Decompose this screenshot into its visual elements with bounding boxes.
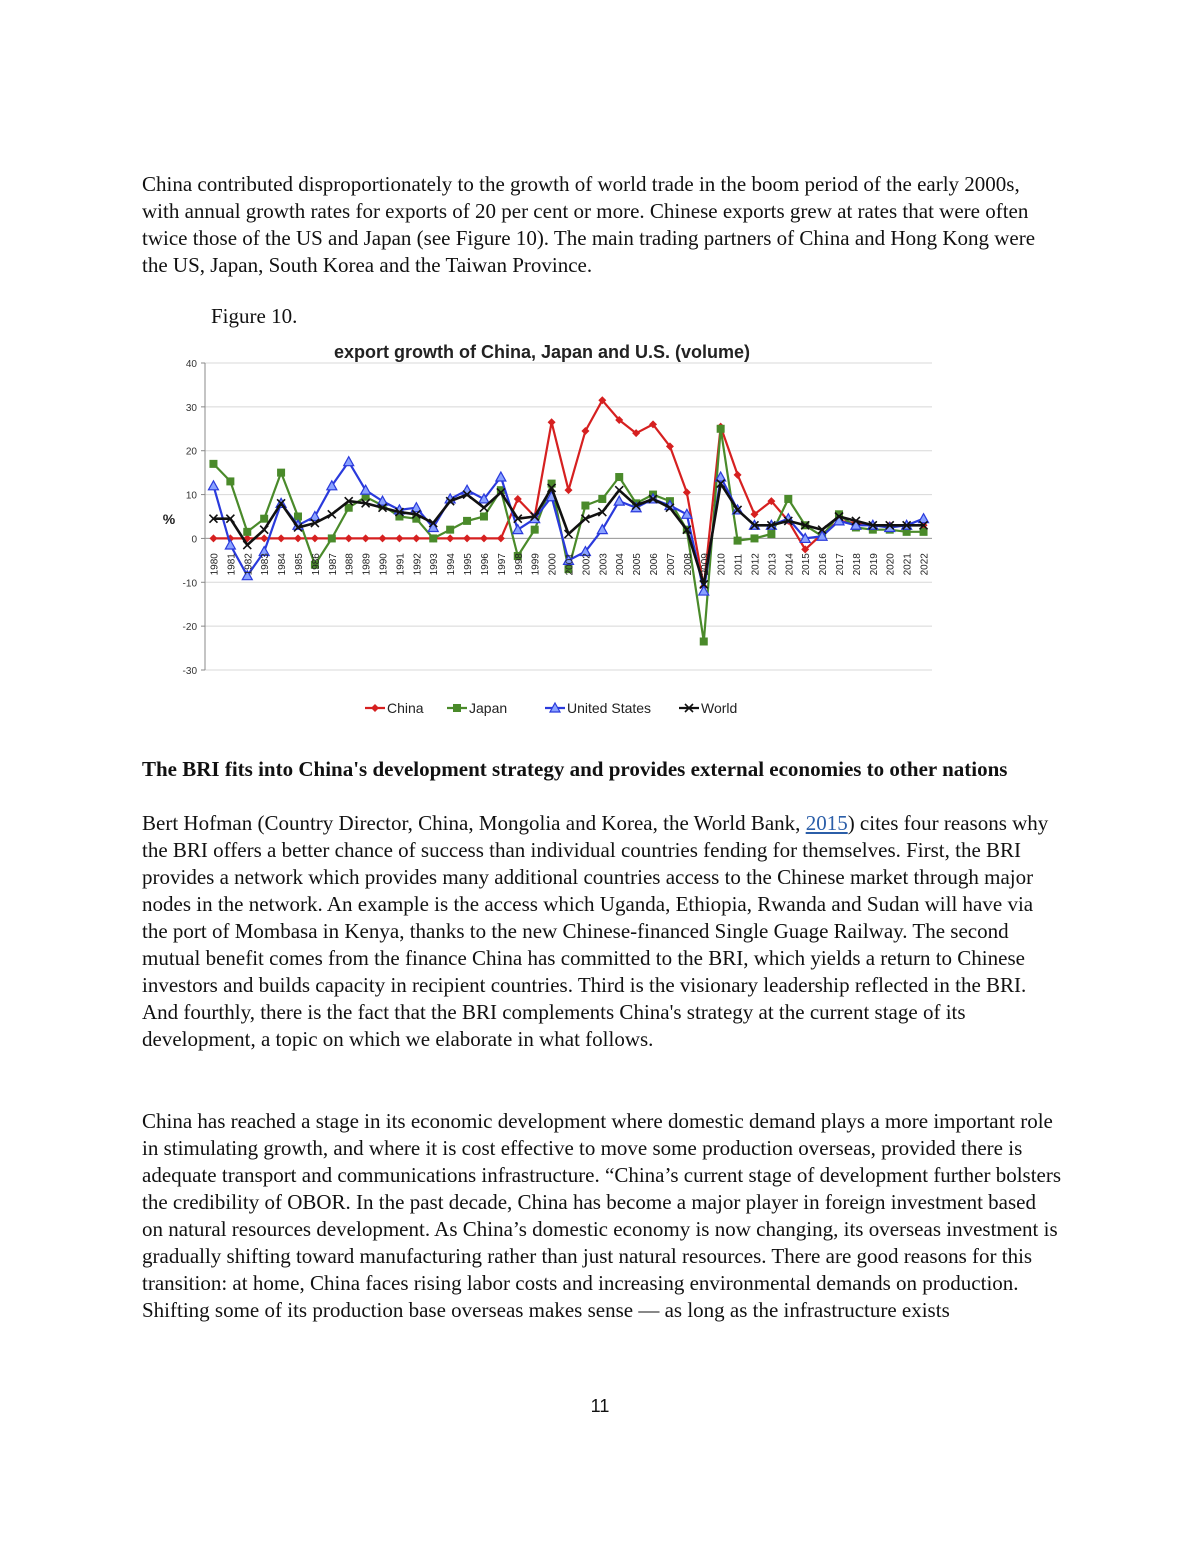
japan-point [784,495,792,503]
y-tick-label: 0 [191,534,197,546]
japan-point [531,526,539,534]
japan-point [328,534,336,542]
x-tick-label: 1988 [344,553,356,576]
japan-point [209,460,217,468]
x-tick-label: 2003 [598,553,610,576]
japan-point [260,515,268,523]
china-point [734,471,742,479]
x-tick-label: 1995 [463,553,475,576]
legend-label-world: World [701,700,738,716]
y-tick-label: 40 [185,359,197,370]
chart-legend [365,700,737,716]
united-states-point [513,525,523,534]
japan-point [480,513,488,521]
gridlines [201,363,932,670]
x-tick-label: 1992 [412,553,424,576]
legend-china-point [371,704,379,712]
x-tick-label: 2022 [919,553,931,576]
x-tick-label: 2005 [632,553,644,576]
x-tick-label: 1986 [310,553,322,576]
x-tick-label: 1999 [530,553,542,576]
x-tick-label: 1990 [378,553,390,576]
x-tick-label: 2002 [581,553,593,576]
china-point [379,534,387,542]
japan-point [243,528,251,536]
japan-point [548,480,556,488]
intro-paragraph: China contributed disproportionately to the growth of world trade in the boom period of the early 2000s, with annual growth rates for exports of 20 per cent or more. Chinese exports grew at rates that were often twice those of the US and Japan (see Figure 10). The main trading partners of China and Hong Kong were the US, Japan, South Korea and the Taiwan Province. [142,172,1036,277]
x-tick-label: 1987 [327,553,339,576]
china-point [480,534,488,542]
china-point [209,534,217,542]
united-states-point [208,481,218,490]
china-point [463,534,471,542]
x-tick-label: 2021 [902,553,914,576]
china-point [548,418,556,426]
china-point [683,488,691,496]
japan-point [277,469,285,477]
x-tick-label: 2012 [750,553,762,576]
japan-point [700,637,708,645]
china-point [277,534,285,542]
x-tick-label: 2014 [784,553,796,576]
world-point [615,486,623,494]
japan-point [226,477,234,485]
legend-label-united-states: United States [567,700,652,716]
x-tick-label: 1993 [429,553,441,576]
x-tick-label: 2010 [716,553,728,576]
x-tick-label: 2001 [564,553,576,576]
x-tick-label: 2019 [868,553,880,576]
x-tick-label: 2018 [851,553,863,576]
figure-label: Figure 10. [211,304,298,328]
united-states-point [225,540,235,549]
japan-point [717,425,725,433]
y-tick-label: -20 [182,622,197,634]
x-tick-label: 1981 [226,553,238,576]
y-tick-label: 10 [185,490,197,502]
x-tick-label: 1991 [395,553,407,576]
chart-title: export growth of China, Japan and U.S. (volume) [333,342,751,362]
x-tick-label: 2015 [801,553,813,576]
citation-link-2015[interactable]: 2015 [805,811,848,835]
x-tick-label: 1985 [293,553,305,576]
page-number: 11 [590,1396,610,1416]
x-tick-label: 1997 [496,553,508,576]
china-point [345,534,353,542]
x-tick-label: 1983 [260,553,272,576]
japan-point [734,537,742,545]
y-axis-label: % [162,511,176,527]
japan-point [463,517,471,525]
japan-point [446,526,454,534]
japan-point [615,473,623,481]
x-tick-labels [209,553,930,576]
x-tick-label: 2009 [699,553,711,576]
china-point [446,534,454,542]
export-growth-chart [150,336,950,726]
legend-label-china: China [387,700,424,716]
y-tick-label: 20 [185,446,197,458]
x-tick-label: 1982 [243,553,255,576]
legend-item-japan [447,700,507,716]
japan-point [598,495,606,503]
x-tick-label: 1989 [361,553,373,576]
china-point [362,534,370,542]
x-tick-label: 1998 [513,553,525,576]
x-tick-label: 1994 [446,553,458,576]
legend-item-china [365,700,424,716]
x-tick-label: 2013 [767,553,779,576]
china-point [311,534,319,542]
x-tick-label: 2011 [733,553,745,576]
x-tick-label: 2000 [547,553,559,576]
y-tick-label: -30 [182,666,197,677]
united-states-point [496,472,506,481]
x-tick-label: 2007 [665,553,677,576]
x-tick-label: 2006 [649,553,661,576]
section-heading: The BRI fits into China's development strategy and provides external economies to other nations [142,757,1008,781]
united-states-point [462,485,472,494]
x-tick-label: 1984 [277,553,289,576]
world-point [260,526,268,534]
legend-item-world [679,700,737,716]
china-point [565,486,573,494]
paragraph-text-before-link: Bert Hofman (Country Director, China, Mongolia and Korea, the World Bank, [142,811,806,835]
united-states-point [614,496,624,505]
japan-point [767,530,775,538]
china-point [497,534,505,542]
japan-point [429,534,437,542]
x-tick-label: 2016 [818,553,830,576]
paragraph-development-stage: China has reached a stage in its economic development where domestic demand plays a more important role in stimulating growth, and where it is cost effective to move some production overseas, provided there is adequate transport and communications infrastructure. “China’s current stage of development further bolsters the credibility of OBOR. In the past decade, China has become a major player in foreign investment based on natural resources development. As China’s domestic economy is now changing, its overseas investment is gradually shifting toward manufacturing rather than just natural resources. There are good reasons for this transition: at home, China faces rising labor costs and increasing environmental demands on production. Shifting some of its production base overseas makes sense — as long as the infrastructure exists [142,1109,1062,1322]
china-point [412,534,420,542]
united-states-point [361,485,371,494]
y-tick-label: -10 [182,578,197,590]
china-point [294,534,302,542]
world-point [480,504,488,512]
legend-item-united-states [545,700,651,716]
legend-japan-point [453,704,461,712]
paragraph-text-after-link: ) cites four reasons why the BRI offers a better chance of success than individual countries fending for themselves. First, the BRI provides a network which provides many additional countries access to the Chinese market through major nodes in the network. An example is the access which Uganda, Ethiopia, Rwanda and Sudan will have via the port of Mombasa in Kenya, thanks to the new Chinese-financed Single Guage Railway. The second mutual benefit comes from the finance China has committed to the BRI, which yields a return to Chinese investors and builds capacity in recipient countries. Third is the visionary leadership reflected in the BRI. And fourthly, there is the fact that the BRI complements China's strategy at the current stage of its development, a topic on which we elaborate in what follows. [142,811,1049,1051]
x-tick-label: 1980 [209,553,221,576]
china-point [395,534,403,542]
japan-point [750,534,758,542]
series-lines [208,396,928,645]
x-tick-label: 2008 [682,553,694,576]
united-states-point [597,525,607,534]
paragraph-bri-reasons [142,810,1062,1053]
x-tick-label: 2017 [835,553,847,576]
japan-point [581,502,589,510]
x-tick-label: 1996 [479,553,491,576]
x-tick-label: 2004 [615,553,627,576]
y-tick-label: 30 [185,402,197,414]
x-tick-label: 2020 [885,553,897,576]
y-tick-labels [183,359,198,677]
united-states-point [344,457,354,466]
legend-label-japan: Japan [469,700,508,716]
